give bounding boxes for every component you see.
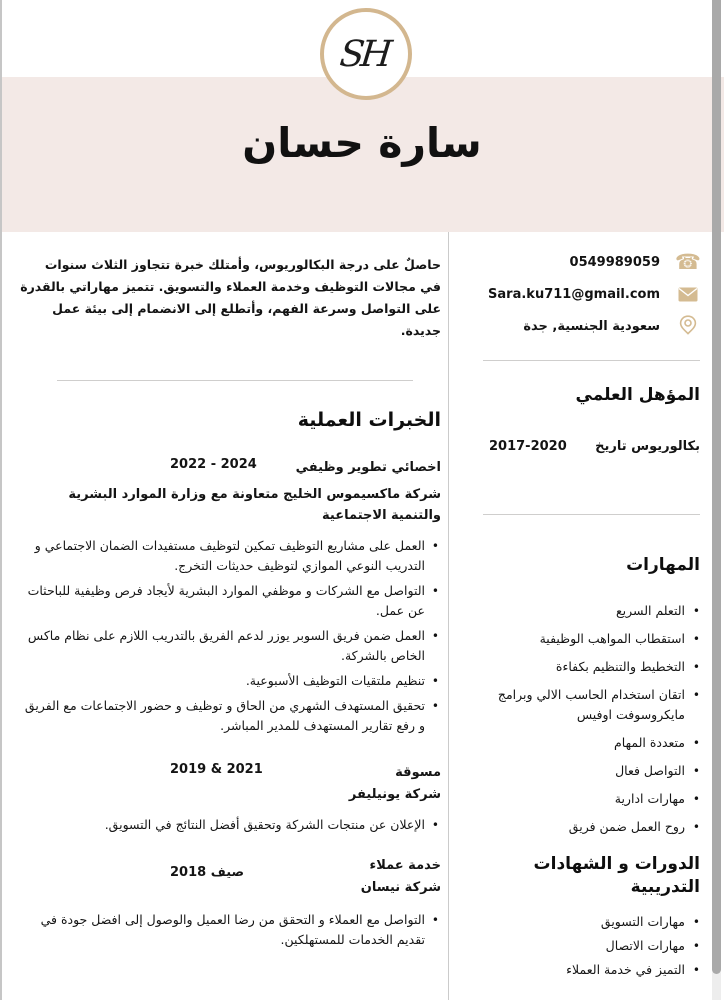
list-item: • متعددة المهام: [463, 733, 700, 753]
job-company: شركة ماكسيموس الخليج متعاونة مع وزارة الموارد البشرية والتنمية الاجتماعية: [68, 487, 441, 523]
education-dates: 2017-2020: [489, 439, 567, 454]
job-header: [20, 855, 441, 898]
list-item: • اتقان استخدام الحاسب الالي وبرامج مايكروسوفت اوفيس: [463, 685, 700, 725]
contact-phone-row: [463, 250, 700, 274]
list-item: • مهارات ادارية: [463, 789, 700, 809]
main-divider: [57, 380, 413, 381]
email-address: Sara.ku711@gmail.com: [488, 286, 660, 302]
list-item: • مهارات الاتصال: [463, 937, 700, 955]
education-degree: بكالوريوس تاريخ: [595, 439, 700, 454]
main-column: [0, 232, 448, 1000]
candidate-name: سارة حسان: [242, 119, 482, 167]
monogram-initials: SH: [337, 33, 391, 75]
job-entry-1: [20, 457, 441, 736]
job-dates: 2022 - 2024: [170, 457, 257, 472]
job-role: خدمة عملاء: [369, 858, 441, 873]
list-item: • التواصل مع الشركات و موظفي الموارد البشرية لأيجاد فرص وظيفية للباحثات عن عمل.: [20, 581, 441, 621]
job-bullets: [20, 910, 441, 950]
list-item: • تنظيم ملتقيات التوظيف الأسبوعية.: [20, 671, 441, 691]
sidebar-divider-1: [483, 360, 700, 361]
location-text: سعودية الجنسية, جدة: [523, 318, 660, 334]
job-role: مسوقة: [395, 765, 441, 780]
courses-section-title: الدورات و الشهادات التدريبية: [533, 854, 700, 897]
list-item: • العمل ضمن فريق السوبر يوزر لدعم الفريق بالتدريب اللازم على نظام ماكس الخاص بالشركة.: [20, 626, 441, 666]
job-entry-3: [20, 855, 441, 950]
job-company: شركة نيسان: [360, 880, 441, 895]
job-header: [20, 762, 441, 783]
phone-number: 0549989059: [569, 254, 660, 270]
sidebar-divider-2: [483, 514, 700, 515]
courses-list: [463, 913, 700, 979]
list-item: • استقطاب المواهب الوظيفية: [463, 629, 700, 649]
scrollbar-thumb[interactable]: [712, 0, 721, 974]
job-bullets: [20, 815, 441, 835]
list-item: • التواصل فعال: [463, 761, 700, 781]
list-item: • التعلم السريع: [463, 601, 700, 621]
monogram-logo: [320, 8, 412, 100]
location-pin-icon: [676, 314, 700, 338]
list-item: • الإعلان عن منتجات الشركة وتحقيق أفضل النتائج في التسويق.: [20, 815, 441, 835]
job-company: شركة يونيليفر: [348, 787, 441, 802]
skills-list: [463, 601, 700, 837]
page-left-edge: [0, 0, 2, 1000]
contact-location-row: [463, 314, 700, 338]
sidebar: [448, 232, 724, 1000]
job-title-block: [361, 855, 441, 898]
education-section-title: المؤهل العلمي: [575, 385, 700, 405]
list-item: • مهارات التسويق: [463, 913, 700, 931]
skills-section-title: المهارات: [626, 555, 700, 575]
education-entry: [463, 439, 700, 454]
list-item: • تحقيق المستهدف الشهري من الحاق و توظيف و حضور الاجتماعات مع الفريق و رفع تقارير المستهدف للمدير المباشر.: [20, 696, 441, 736]
list-item: • التواصل مع العملاء و التحقق من رضا العميل والوصول إلى افضل جودة في تقديم الخدمات للمستهلكين.: [20, 910, 441, 950]
job-dates: 2019 & 2021: [170, 762, 263, 777]
job-header: [20, 457, 441, 478]
job-bullets: [20, 536, 441, 736]
job-entry-2: [20, 762, 441, 835]
email-icon: [676, 282, 700, 306]
content-area: [0, 232, 724, 1000]
job-dates: صيف 2018: [170, 865, 245, 880]
list-item: • روح العمل ضمن فريق: [463, 817, 700, 837]
contact-email-row: [463, 282, 700, 306]
phone-icon: ☎: [674, 249, 702, 274]
profile-summary: حاصلٌ على درجة البكالوريوس، وأمتلك خبرة تتجاوز الثلاث سنوات في مجالات التوظيف وخدمة العملاء والتسويق. تتميز مهاراتي بالقدرة على التواصل وسرعة الفهم، وأتطلع إلى الانضمام إلى بيئة عمل جديدة.: [20, 257, 441, 338]
experience-section-title: الخبرات العملية: [297, 409, 441, 431]
list-item: • العمل على مشاريع التوظيف تمكين لتوظيف مستفيدات الضمان الاجتماعي و التدريب النوعي الموازي لتوظيف حديثات التخرج.: [20, 536, 441, 576]
list-item: • التخطيط والتنظيم بكفاءة: [463, 657, 700, 677]
header-band: [0, 77, 724, 232]
job-role: اخصائي تطوير وظيفي: [295, 460, 441, 475]
list-item: • التميز في خدمة العملاء: [463, 961, 700, 979]
